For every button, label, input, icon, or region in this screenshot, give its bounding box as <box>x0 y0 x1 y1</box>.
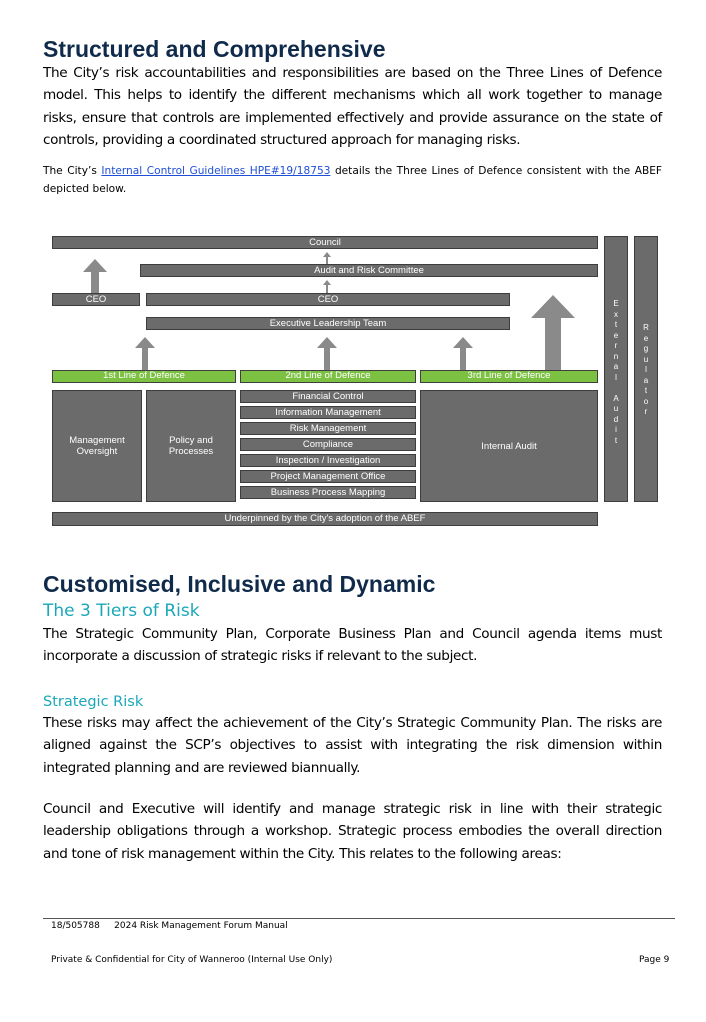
subheading-strategic-risk: Strategic Risk <box>43 694 144 710</box>
subheading-three-tiers: The 3 Tiers of Risk <box>43 601 200 621</box>
paragraph-three-lines: The City’s risk accountabilities and responsibilities are based on the Three Lines of Defence model. This helps to identify the different mechanisms which all work together to manage risks, ensure that controls are implemented effectively and provide assurance on the state of controls, providing a coordinated structured approach for managing risks. <box>43 65 662 148</box>
council-bar: Council <box>52 236 598 249</box>
footer-page-number: Page 9 <box>639 955 670 965</box>
first-line-of-defence: 1st Line of Defence <box>52 370 236 383</box>
internal-audit-cell: Internal Audit <box>420 390 598 502</box>
vertical-letter: l <box>615 372 617 382</box>
vertical-letter: e <box>613 330 619 340</box>
vertical-letter <box>605 383 627 394</box>
second-line-item: Financial Control <box>240 390 416 403</box>
external-audit-column <box>604 236 628 502</box>
vertical-letter: R <box>643 323 649 332</box>
guidelines-prefix: The City’s <box>43 165 102 177</box>
internal-control-guidelines-link[interactable]: Internal Control Guidelines HPE#19/18753 <box>101 165 331 177</box>
policy-processes-cell: Policy and Processes <box>146 390 236 502</box>
vertical-letter: d <box>613 414 619 424</box>
vertical-letter: t <box>614 320 618 329</box>
footer-doc-ref: 18/505788 2024 Risk Management Forum Manual <box>51 921 288 931</box>
underpinned-abef-bar: Underpinned by the City's adoption of the ABEF <box>52 512 598 526</box>
ceo-center-bar: CEO <box>146 293 510 306</box>
guidelines-suffix: details the Three Lines of Defence consistent with the ABEF depicted below. <box>43 165 662 195</box>
vertical-letter: u <box>643 354 649 364</box>
second-line-item: Business Process Mapping <box>240 486 416 499</box>
second-line-item: Project Management Office <box>240 470 416 483</box>
vertical-letter: a <box>643 375 649 385</box>
up-arrow-icon <box>82 258 108 294</box>
second-line-item: Compliance <box>240 438 416 451</box>
up-arrow-icon <box>452 336 474 370</box>
vertical-letter: i <box>615 425 617 434</box>
audit-risk-committee-bar: Audit and Risk Committee <box>140 264 598 277</box>
vertical-letter: r <box>644 407 648 416</box>
external-audit-label <box>605 299 627 446</box>
paragraph-guidelines <box>43 162 662 198</box>
paragraph-strategic-risk: These risks may affect the achievement of the City’s Strategic Community Plan. The risks are aligned against the SCP’s objectives to assist with integrating the risk dimension within integrated planning and are reviewed biannually. <box>43 715 662 776</box>
vertical-letter: n <box>613 351 619 361</box>
vertical-letter: a <box>613 362 619 371</box>
vertical-letter: A <box>613 393 619 403</box>
section-heading-customised: Customised, Inclusive and Dynamic <box>43 571 436 597</box>
second-line-item: Risk Management <box>240 422 416 435</box>
up-arrow-icon <box>134 336 156 370</box>
second-line-of-defence: 2nd Line of Defence <box>240 370 416 383</box>
large-up-arrow-icon <box>530 294 576 370</box>
vertical-letter: e <box>643 333 649 343</box>
vertical-letter: u <box>613 404 619 413</box>
footer-confidential: Private & Confidential for City of Wanneroo (Internal Use Only) <box>51 955 333 965</box>
executive-leadership-team-bar: Executive Leadership Team <box>146 317 510 330</box>
regulator-label <box>635 323 657 418</box>
up-arrow-icon <box>316 336 338 370</box>
vertical-letter: E <box>613 299 619 308</box>
vertical-letter: r <box>614 341 618 350</box>
second-line-item: Information Management <box>240 406 416 419</box>
vertical-letter: g <box>643 344 649 353</box>
vertical-letter: t <box>644 386 648 395</box>
paragraph-strategic-community-plan: The Strategic Community Plan, Corporate Business Plan and Council agenda items must incorporate a discussion of strategic risks if relevant to the subject. <box>43 626 662 665</box>
vertical-letter: o <box>643 396 649 406</box>
three-lines-of-defence-diagram <box>50 236 662 528</box>
vertical-letter: x <box>614 309 618 319</box>
regulator-column <box>634 236 658 502</box>
up-arrow-icon <box>322 280 332 294</box>
paragraph-council-executive: Council and Executive will identify and manage strategic risk in line with their strategic leadership obligations through a workshop. Strategic process embodies the overall direction and tone of risk management within the City. This relates to the following areas: <box>43 801 662 862</box>
vertical-letter: l <box>645 365 647 374</box>
ceo-left-bar: CEO <box>52 293 140 306</box>
management-oversight-cell: Management Oversight <box>52 390 142 502</box>
third-line-of-defence: 3rd Line of Defence <box>420 370 598 383</box>
second-line-item: Inspection / Investigation <box>240 454 416 467</box>
vertical-letter: t <box>614 435 618 445</box>
section-heading-structured: Structured and Comprehensive <box>43 36 386 62</box>
footer-divider <box>43 918 675 919</box>
